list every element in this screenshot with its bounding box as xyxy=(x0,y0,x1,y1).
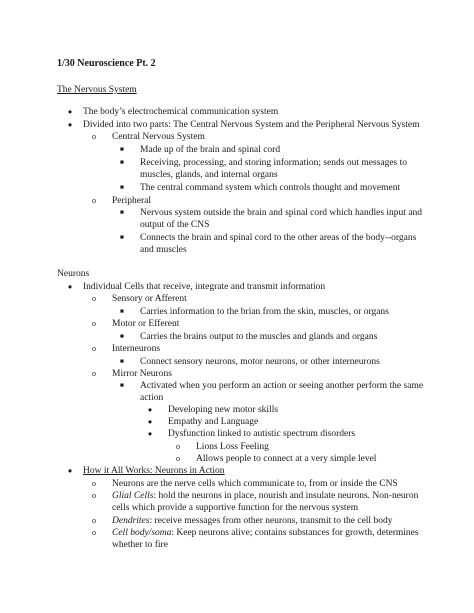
list-item: Neurons are the nerve cells which communicate to, from or inside the CNS xyxy=(112,479,398,489)
list-item-continuation: output of the CNS xyxy=(140,220,210,230)
square-bullet-icon: ■ xyxy=(120,234,124,241)
circle-bullet-icon: o xyxy=(92,528,96,537)
circle-bullet-icon: o xyxy=(92,344,96,353)
list-item: Lions Loss Feeling xyxy=(196,442,269,452)
term-glial-cells: Glial Cells xyxy=(112,491,154,501)
list-item: Central Nervous System xyxy=(112,132,205,142)
bullet-icon: ● xyxy=(147,429,153,438)
term-cell-body-soma: Cell body/soma xyxy=(112,528,172,538)
bullet-icon: ● xyxy=(67,107,73,116)
subsection-heading-how-it-works: How it All Works: Neurons in Action xyxy=(83,466,225,476)
list-item: Connects the brain and spinal cord to the other areas of the body--organs xyxy=(140,233,417,243)
square-bullet-icon: ■ xyxy=(120,159,124,166)
list-item: Mirror Neurons xyxy=(112,369,172,379)
list-item-continuation: whether to fire xyxy=(112,540,168,550)
circle-bullet-icon: o xyxy=(176,442,180,451)
definition-text: : receive messages from other neurons, transmit to the cell body xyxy=(149,516,393,526)
list-item xyxy=(112,490,418,502)
list-item: Made up of the brain and spinal cord xyxy=(140,145,281,155)
circle-bullet-icon: o xyxy=(92,516,96,525)
list-item: Motor or Efferent xyxy=(112,319,180,329)
list-item: Divided into two parts: The Central Nervous System and the Peripheral Nervous System xyxy=(83,120,420,130)
list-item: Allows people to connect at a very simple level xyxy=(196,454,377,464)
section-heading-nervous-system: The Nervous System xyxy=(57,85,137,95)
list-item-continuation: and muscles xyxy=(140,245,187,255)
circle-bullet-icon: o xyxy=(92,294,96,303)
circle-bullet-icon: o xyxy=(92,479,96,488)
bullet-icon: ● xyxy=(147,417,153,426)
list-item: Empathy and Language xyxy=(168,417,259,427)
square-bullet-icon: ■ xyxy=(120,308,124,315)
definition-text: : Keep neurons alive; contains substances for growth, determines xyxy=(171,528,419,538)
list-item: Nervous system outside the brain and spinal cord which handles input and xyxy=(140,208,423,218)
circle-bullet-icon: o xyxy=(92,369,96,378)
square-bullet-icon: ■ xyxy=(120,209,124,216)
list-item: The body’s electrochemical communication system xyxy=(83,107,279,117)
list-item: Peripheral xyxy=(112,196,152,206)
circle-bullet-icon: o xyxy=(92,491,96,500)
list-item: Receiving, processing, and storing information; sends out messages to xyxy=(140,158,408,168)
bullet-icon: ● xyxy=(147,405,153,414)
list-item: The central command system which controls thought and movement xyxy=(140,183,401,193)
document-title: 1/30 Neuroscience Pt. 2 xyxy=(57,58,156,69)
section-heading-neurons: Neurons xyxy=(57,269,90,279)
square-bullet-icon: ■ xyxy=(120,333,124,340)
bullet-icon: ● xyxy=(67,282,73,291)
list-item xyxy=(112,515,392,527)
list-item: Carries information to the brian from the skin, muscles, or organs xyxy=(140,307,389,317)
bullet-icon: ● xyxy=(67,466,73,475)
circle-bullet-icon: o xyxy=(92,319,96,328)
list-item-continuation: action xyxy=(140,393,164,403)
list-item-continuation: cells which provide a supportive function for the nervous system xyxy=(112,503,359,513)
list-item xyxy=(112,527,419,539)
list-item: Developing new motor skills xyxy=(168,405,279,415)
list-item-continuation: muscles, glands, and internal organs xyxy=(140,170,278,180)
list-item: Individual Cells that receive, integrate and transmit information xyxy=(83,282,326,292)
circle-bullet-icon: o xyxy=(176,454,180,463)
list-item: Sensory or Afferent xyxy=(112,294,187,304)
square-bullet-icon: ■ xyxy=(120,382,124,389)
list-item: Connect sensory neurons, motor neurons, or other interneurons xyxy=(140,357,380,367)
bullet-icon: ● xyxy=(67,120,73,129)
square-bullet-icon: ■ xyxy=(120,358,124,365)
term-dendrites: Dendrites xyxy=(112,516,150,526)
circle-bullet-icon: o xyxy=(92,132,96,141)
list-item: Activated when you perform an action or seeing another perform the same xyxy=(140,381,424,391)
square-bullet-icon: ■ xyxy=(120,184,124,191)
list-item: Carries the brains output to the muscles and glands and organs xyxy=(140,332,378,342)
square-bullet-icon: ■ xyxy=(120,146,124,153)
definition-text: : hold the neurons in place, nourish and insulate neurons. Non-neuron xyxy=(153,491,419,501)
circle-bullet-icon: o xyxy=(92,196,96,205)
list-item: Interneurons xyxy=(112,344,161,354)
list-item: Dysfunction linked to autistic spectrum disorders xyxy=(168,429,356,439)
